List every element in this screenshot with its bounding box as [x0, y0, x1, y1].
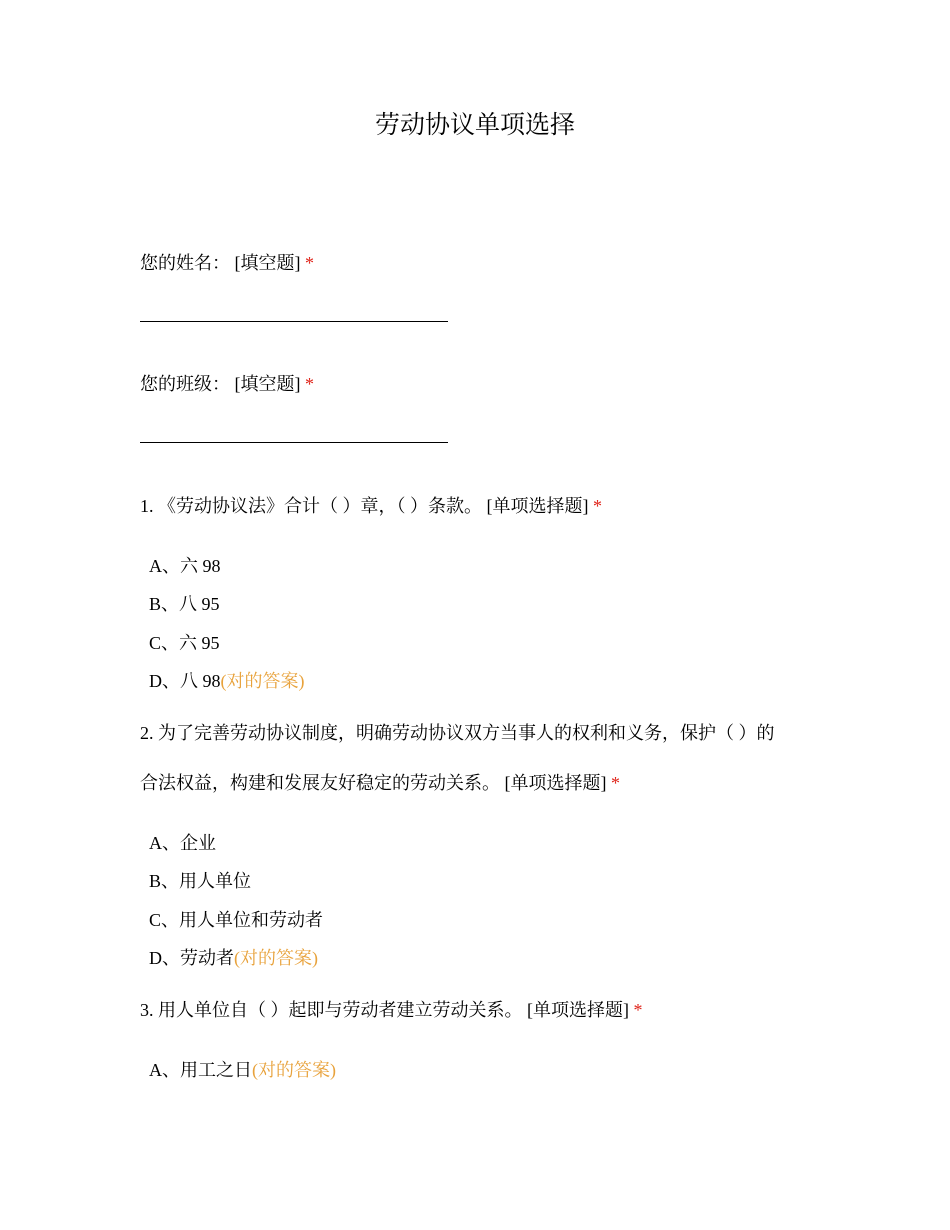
class-input-line[interactable]	[140, 442, 448, 443]
question-2-option-d[interactable]	[149, 946, 318, 970]
question-stem: 3. 用人单位自（ ）起即与劳动者建立劳动关系。	[140, 1000, 523, 1020]
question-stem: 合法权益，构建和发展友好稳定的劳动关系。	[140, 773, 500, 793]
question-2-text-line-1	[140, 721, 775, 745]
required-mark: *	[305, 374, 314, 394]
question-1-option-d[interactable]	[149, 669, 305, 693]
question-1-option-a[interactable]	[149, 554, 221, 578]
question-1-text	[140, 494, 602, 518]
field-label: 您的姓名：	[140, 253, 230, 273]
question-type-tag: [单项选择题]	[486, 496, 589, 516]
option-text: A、六 98	[149, 556, 221, 576]
page-title: 劳动协议单项选择	[374, 112, 575, 139]
question-2-option-b[interactable]	[149, 869, 251, 893]
required-mark: *	[611, 773, 620, 793]
option-text: D、八 98	[149, 671, 221, 691]
option-text: C、六 95	[149, 633, 220, 653]
name-input-line[interactable]	[140, 321, 448, 322]
correct-answer-tag: (对的答案)	[234, 948, 318, 968]
question-3-text	[140, 998, 643, 1022]
option-text: C、用人单位和劳动者	[149, 910, 324, 930]
question-1-option-b[interactable]	[149, 592, 220, 616]
question-1-option-c[interactable]	[149, 631, 220, 655]
required-mark: *	[593, 496, 602, 516]
name-field-label	[140, 251, 314, 275]
correct-answer-tag: (对的答案)	[252, 1060, 336, 1080]
field-label: 您的班级：	[140, 374, 230, 394]
option-text: A、企业	[149, 833, 216, 853]
option-text: B、用人单位	[149, 871, 252, 891]
question-type-tag: [单项选择题]	[527, 1000, 629, 1020]
question-type-tag: [填空题]	[234, 374, 301, 394]
question-2-option-c[interactable]	[149, 908, 323, 932]
option-text: B、八 95	[149, 594, 220, 614]
question-stem: 1. 《劳动协议法》合计（ ）章，（ ）条款。	[140, 496, 482, 516]
class-field-label	[140, 372, 314, 396]
required-mark: *	[305, 253, 314, 273]
question-3-option-a[interactable]	[149, 1058, 336, 1082]
question-2-option-a[interactable]	[149, 831, 216, 855]
option-text: D、劳动者	[149, 948, 234, 968]
question-type-tag: [填空题]	[234, 253, 301, 273]
question-type-tag: [单项选择题]	[504, 773, 607, 793]
correct-answer-tag: (对的答案)	[220, 671, 305, 691]
option-text: A、用工之日	[149, 1060, 252, 1080]
question-2-text-line-2	[140, 771, 620, 795]
required-mark: *	[633, 1000, 643, 1020]
question-stem: 2. 为了完善劳动协议制度，明确劳动协议双方当事人的权利和义务，保护（ ）的	[140, 723, 775, 743]
